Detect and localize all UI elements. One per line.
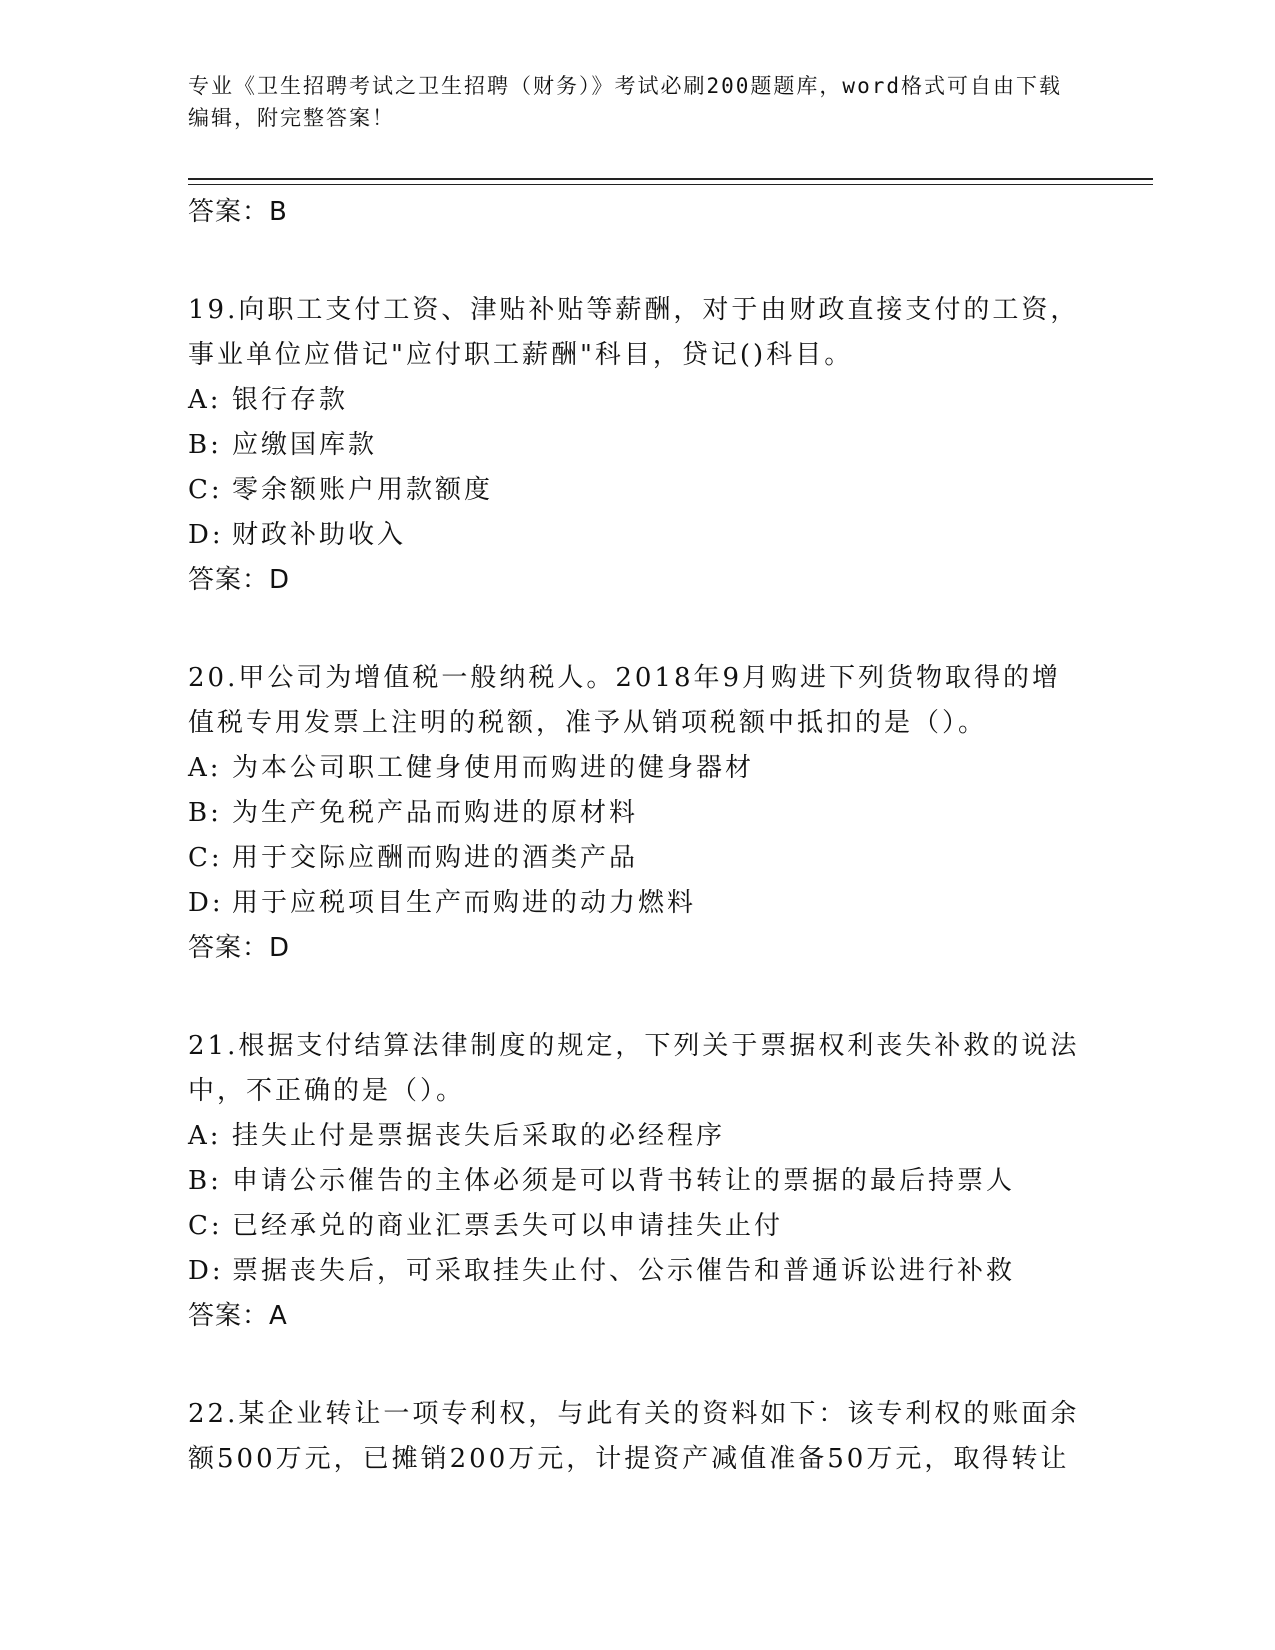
option-key: D: — [188, 520, 224, 550]
option-b — [188, 1159, 1088, 1204]
question-list — [188, 190, 1088, 1482]
option-text: 为本公司职工健身使用而购进的健身器材 — [232, 753, 755, 783]
answer-label: 答案： — [188, 197, 270, 227]
answer-value: D — [269, 565, 291, 595]
option-c — [188, 836, 1088, 881]
option-key: D: — [188, 888, 224, 918]
question-item — [188, 656, 1088, 970]
option-d — [188, 513, 1088, 558]
option-key: A: — [188, 753, 222, 783]
document-header: 专业《卫生招聘考试之卫生招聘（财务）》考试必刷200题题库，word格式可自由下载编辑，附完整答案！ — [188, 74, 1062, 130]
option-key: A: — [188, 1121, 222, 1151]
option-text: 应缴国库款 — [232, 430, 378, 460]
option-text: 财政补助收入 — [232, 520, 407, 550]
answer-line — [188, 1294, 1088, 1338]
answer-label: 答案： — [188, 933, 270, 963]
option-text: 票据丧失后，可采取挂失止付、公示催告和普通诉讼进行补救 — [232, 1256, 1016, 1286]
option-c — [188, 1204, 1088, 1249]
option-text: 申请公示催告的主体必须是可以背书转让的票据的最后持票人 — [232, 1166, 1016, 1196]
header-divider — [188, 178, 1153, 180]
option-key: B: — [188, 798, 222, 828]
option-d — [188, 881, 1088, 926]
question-item — [188, 288, 1088, 602]
option-text: 挂失止付是票据丧失后采取的必经程序 — [232, 1121, 726, 1151]
option-key: B: — [188, 1166, 222, 1196]
option-text: 银行存款 — [232, 385, 349, 415]
option-key: C: — [188, 1211, 223, 1241]
question-item — [188, 1392, 1088, 1482]
option-key: C: — [188, 843, 223, 873]
option-text: 用于交际应酬而购进的酒类产品 — [232, 843, 639, 873]
answer-value: B — [269, 197, 288, 227]
option-text: 为生产免税产品而购进的原材料 — [232, 798, 639, 828]
answer-label: 答案： — [188, 565, 270, 595]
answer-line — [188, 190, 1088, 234]
option-a — [188, 1114, 1088, 1159]
option-b — [188, 423, 1088, 468]
option-text: 零余额账户用款额度 — [232, 475, 494, 505]
option-c — [188, 468, 1088, 513]
answer-label: 答案： — [188, 1301, 270, 1331]
answer-value: D — [269, 933, 291, 963]
option-key: C: — [188, 475, 223, 505]
option-d — [188, 1249, 1088, 1294]
option-a — [188, 746, 1088, 791]
answer-line — [188, 926, 1088, 970]
option-key: B: — [188, 430, 222, 460]
option-a — [188, 378, 1088, 423]
answer-line — [188, 558, 1088, 602]
question-stem: 21.根据支付结算法律制度的规定，下列关于票据权利丧失补救的说法中，不正确的是（）。 — [188, 1031, 1080, 1106]
question-stem: 20.甲公司为增值税一般纳税人。2018年9月购进下列货物取得的增值税专用发票上注明的税额，准予从销项税额中抵扣的是（）。 — [188, 663, 1062, 738]
option-b — [188, 791, 1088, 836]
header-divider-thin — [188, 184, 1153, 185]
option-text: 已经承兑的商业汇票丢失可以申请挂失止付 — [232, 1211, 784, 1241]
option-key: D: — [188, 1256, 224, 1286]
answer-value: A — [269, 1301, 288, 1331]
question-stem: 22.某企业转让一项专利权，与此有关的资料如下：该专利权的账面余额500万元，已摊销200万元，计提资产减值准备50万元，取得转让 — [188, 1399, 1080, 1474]
option-text: 用于应税项目生产而购进的动力燃料 — [232, 888, 697, 918]
question-stem: 19.向职工支付工资、津贴补贴等薪酬，对于由财政直接支付的工资，事业单位应借记"应付职工薪酬"科目，贷记()科目。 — [188, 295, 1080, 370]
question-item — [188, 1024, 1088, 1338]
option-key: A: — [188, 385, 222, 415]
